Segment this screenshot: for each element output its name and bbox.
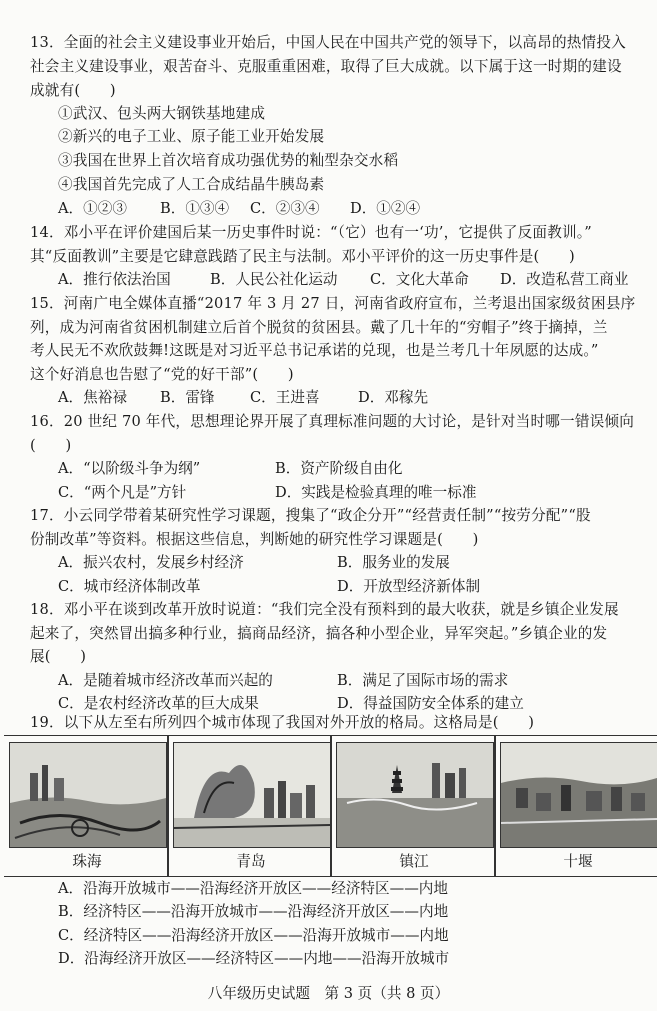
q16-option-a: A．“以阶级斗争为纲” [58,460,201,477]
q14-option-b: B．人民公社化运动 [210,271,338,288]
page-footer: 八年级历史试题 第 3 页（共 8 页） [207,985,450,1002]
q13-stem-line2: 社会主义建设事业，艰苦奋斗、克服重重困难，取得了巨大成就。以下属于这一时期的建设 [30,58,622,75]
q17-option-b: B．服务业的发展 [337,554,450,571]
q15-stem-line3: 考人民无不欢欣鼓舞!这既是对习近平总书记承诺的兑现，也是兰考几十年夙愿的达成。” [30,342,599,359]
q13-item-3: ③我国在世界上首次培育成功强优势的籼型杂交水稻 [58,152,399,169]
q17-option-d: D．开放型经济新体制 [337,578,481,595]
q17-stem-line2: 份制改革”等资料。根据这些信息，判断她的研究性学习课题是( ) [30,531,479,548]
q15-option-b: B．雷锋 [160,389,215,406]
q15-option-d: D．邓稼先 [358,389,429,406]
q13-item-2: ②新兴的电子工业、原子能工业开始发展 [58,128,325,145]
q18-option-a: A．是随着城市经济改革而兴起的 [58,672,273,689]
shiyan-photo [500,742,657,848]
q14-stem-line1: 14．邓小平在评价建国后某一历史事件时说：“（它）也有一‘功’，它提供了反面教训。” [30,224,592,241]
q13-item-4: ④我国首先完成了人工合成结晶牛胰岛素 [58,176,325,193]
q19-option-c: C．经济特区——沿海经济开放区——沿海开放城市——内地 [58,927,449,944]
q15-option-a: A．焦裕禄 [58,389,127,406]
photo-divider [167,736,169,876]
q14-option-a: A．推行依法治国 [58,271,171,288]
q15-stem-line4: 这个好消息也告慰了“党的好干部”( ) [30,366,294,383]
q19-option-a: A．沿海开放城市——沿海经济开放区——经济特区——内地 [58,880,448,897]
q15-stem-line1: 15．河南广电全媒体直播“2017 年 3 月 27 日，河南省政府宣布，兰考退出国家级贫困县序 [30,295,636,312]
q19-stem-line1: 19．以下从左至右所列四个城市体现了我国对外开放的格局。这格局是( ) [30,714,535,731]
q19-option-b: B．经济特区——沿海开放城市——沿海经济开放区——内地 [58,903,449,920]
q13-item-1: ①武汉、包头两大钢铁基地建成 [58,105,266,122]
q16-option-b: B．资产阶级自由化 [275,460,403,477]
photo-divider [494,736,496,876]
q18-stem-line3: 展( ) [30,648,87,665]
qingdao-photo [173,742,331,848]
q18-option-c: C．是农村经济改革的巨大成果 [58,695,259,712]
q13-option-d: D．①②④ [350,200,421,217]
q16-option-c: C．“两个凡是”方针 [58,484,187,501]
q14-option-c: C．文化大革命 [370,271,469,288]
q18-option-b: B．满足了国际市场的需求 [337,672,509,689]
city-caption-qingdao: 青岛 [236,853,266,870]
q16-stem-line2: ( ) [30,437,72,454]
q13-stem-line3: 成就有( ) [30,82,116,99]
q15-stem-line2: 列，成为河南省贫困机制建立后首个脱贫的贫困县。戴了几十年的“穷帽子”终于摘掉，兰 [30,319,608,336]
q18-stem-line2: 起来了，突然冒出搞多种行业，搞商品经济，搞各种小型企业，异军突起。”乡镇企业的发 [30,625,608,642]
q17-option-c: C．城市经济体制改革 [58,578,201,595]
q16-option-d: D．实践是检验真理的唯一标准 [275,484,477,501]
city-caption-zhuhai: 珠海 [72,853,102,870]
q18-stem-line1: 18．邓小平在谈到改革开放时说道：“我们完全没有预料到的最大收获，就是乡镇企业发展 [30,601,619,618]
zhenjiang-photo [336,742,494,848]
q17-stem-line1: 17．小云同学带着某研究性学习课题，搜集了“政企分开”“经营责任制”“按劳分配”“股 [30,507,591,524]
q16-stem-line1: 16．20 世纪 70 年代，思想理论界开展了真理标准问题的大讨论，是针对当时哪一错误倾向 [30,413,635,430]
city-caption-zhenjiang: 镇江 [399,853,429,870]
q14-option-d: D．改造私营工商业 [500,271,629,288]
q15-option-c: C．王进喜 [250,389,320,406]
q14-stem-line2: 其“反面教训”主要是它肆意践踏了民主与法制。邓小平评价的这一历史事件是( ) [30,248,575,265]
q13-option-b: B．①③④ [160,200,230,217]
q13-option-a: A．①②③ [58,200,127,217]
q17-option-a: A．振兴农村，发展乡村经济 [58,554,244,571]
q19-option-d: D．沿海经济开放区——经济特区——内地——沿海开放城市 [58,950,450,967]
q13-option-c: C．②③④ [250,200,320,217]
q13-stem-line1: 13．全面的社会主义建设事业开始后，中国人民在中国共产党的领导下，以高昂的热情投入 [30,34,626,51]
city-photo-strip [4,735,657,877]
q18-option-d: D．得益国防安全体系的建立 [337,695,524,712]
zhuhai-photo [9,742,167,848]
city-caption-shiyan: 十堰 [563,853,593,870]
